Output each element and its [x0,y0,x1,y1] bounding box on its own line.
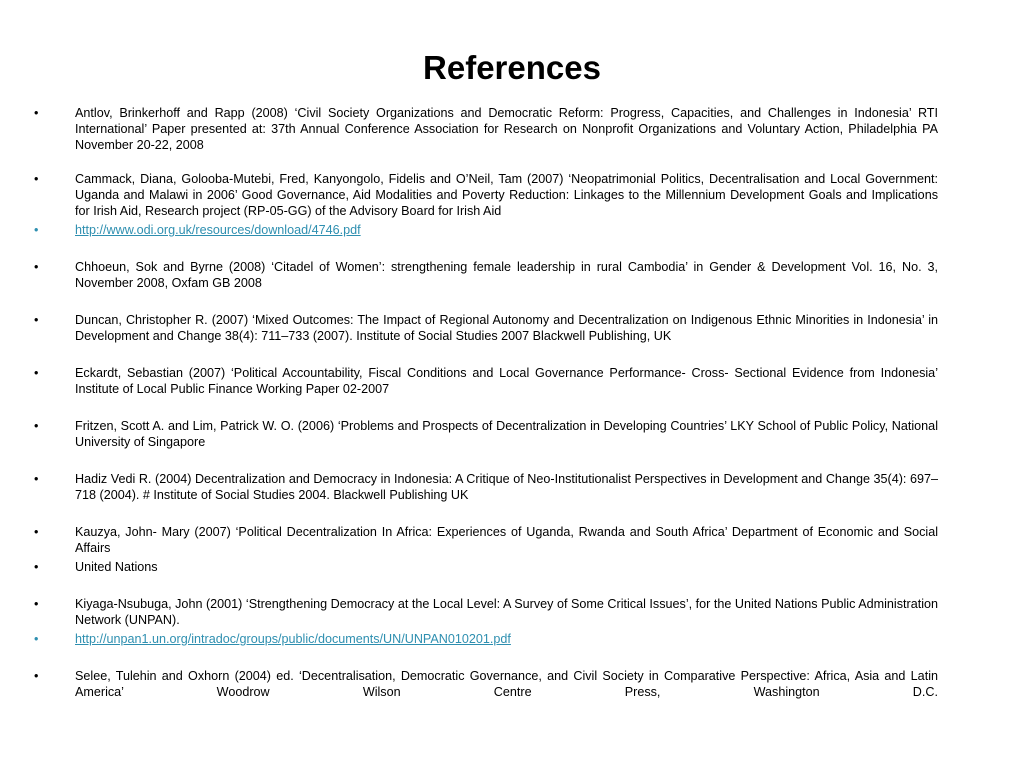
bullet-icon: • [34,597,39,611]
reference-item [34,365,938,397]
reference-item [34,105,938,153]
bullet-icon: • [34,525,39,539]
reference-text: Selee, Tulehin and Oxhorn (2004) ed. ‘Decentralisation, Democratic Governance, and Civil Society in Comparative Perspective: Africa, Asia and Latin America’ Woodrow Wilson Centre Press, Washington D.C. [75,669,938,699]
reference-text: Cammack, Diana, Golooba-Mutebi, Fred, Kanyongolo, Fidelis and O’Neil, Tam (2007) ‘Neopatrimonial Politics, Decentralisation and Local Government: Uganda and Malawi in 2006’ Good Governance, Aid Modalities and Poverty Reduction: Linkages to the Millennium Development Goals and Implications for Irish Aid, Research project (RP-05-GG) of the Advisory Board for Irish Aid [75,172,938,218]
reference-text: Chhoeun, Sok and Byrne (2008) ‘Citadel of Women’: strengthening female leadership in rural Cambodia’ in Gender & Development Vol. 16, No. 3, November 2008, Oxfam GB 2008 [75,260,938,290]
bullet-icon: • [34,632,39,646]
reference-text: Duncan, Christopher R. (2007) ‘Mixed Outcomes: The Impact of Regional Autonomy and Decentralization on Indigenous Ethnic Minorities in Indonesia’ in Development and Change 38(4): 711–733 (2007). Institute of Social Studies 2007 Blackwell Publishing, UK [75,313,938,343]
reference-text: United Nations [75,560,158,574]
reference-text: Eckardt, Sebastian (2007) ‘Political Accountability, Fiscal Conditions and Local Governance Performance- Cross- Sectional Evidence from Indonesia’ Institute of Local Public Finance Working Paper 02-2007 [75,366,938,396]
bullet-icon: • [34,172,39,186]
reference-text: Kiyaga-Nsubuga, John (2001) ‘Strengthening Democracy at the Local Level: A Survey of Some Critical Issues’, for the United Nations Public Administration Network (UNPAN). [75,597,938,627]
reference-item [34,171,938,219]
bullet-icon: • [34,260,39,274]
reference-item [34,471,938,503]
bullet-icon: • [34,560,39,574]
reference-link[interactable]: http://unpan1.un.org/intradoc/groups/public/documents/UN/UNPAN010201.pdf [75,632,511,646]
bullet-icon: • [34,223,39,237]
reference-item [34,312,938,344]
reference-text: Hadiz Vedi R. (2004) Decentralization and Democracy in Indonesia: A Critique of Neo-Institutionalist Perspectives in Development and Change 35(4): 697–718 (2004). # Institute of Social Studies 2004. Blackwell Publishing UK [75,472,938,502]
bullet-icon: • [34,366,39,380]
reference-item [34,631,938,647]
reference-item [34,668,938,700]
reference-item [34,222,938,238]
bullet-icon: • [34,472,39,486]
reference-item [34,596,938,628]
bullet-icon: • [34,313,39,327]
reference-item [34,418,938,450]
reference-item [34,559,938,575]
reference-text: Fritzen, Scott A. and Lim, Patrick W. O. (2006) ‘Problems and Prospects of Decentralization in Developing Countries’ LKY School of Public Policy, National University of Singapore [75,419,938,449]
reference-list [34,105,938,700]
reference-link[interactable]: http://www.odi.org.uk/resources/download/4746.pdf [75,223,361,237]
bullet-icon: • [34,669,39,683]
bullet-icon: • [34,106,39,120]
reference-item [34,259,938,291]
reference-text: Kauzya, John- Mary (2007) ‘Political Decentralization In Africa: Experiences of Uganda, Rwanda and South Africa’ Department of Economic and Social Affairs [75,525,938,555]
reference-item [34,524,938,556]
page-title: References [423,49,601,86]
bullet-icon: • [34,419,39,433]
reference-text: Antlov, Brinkerhoff and Rapp (2008) ‘Civil Society Organizations and Democratic Reform: Progress, Capacities, and Challenges in Indonesia’ RTI International’ Paper presented at: 37th Annual Conference Association for Research on Nonprofit Organizations and Voluntary Action, Philadelphia PA November 20-22, 2008 [75,106,938,152]
